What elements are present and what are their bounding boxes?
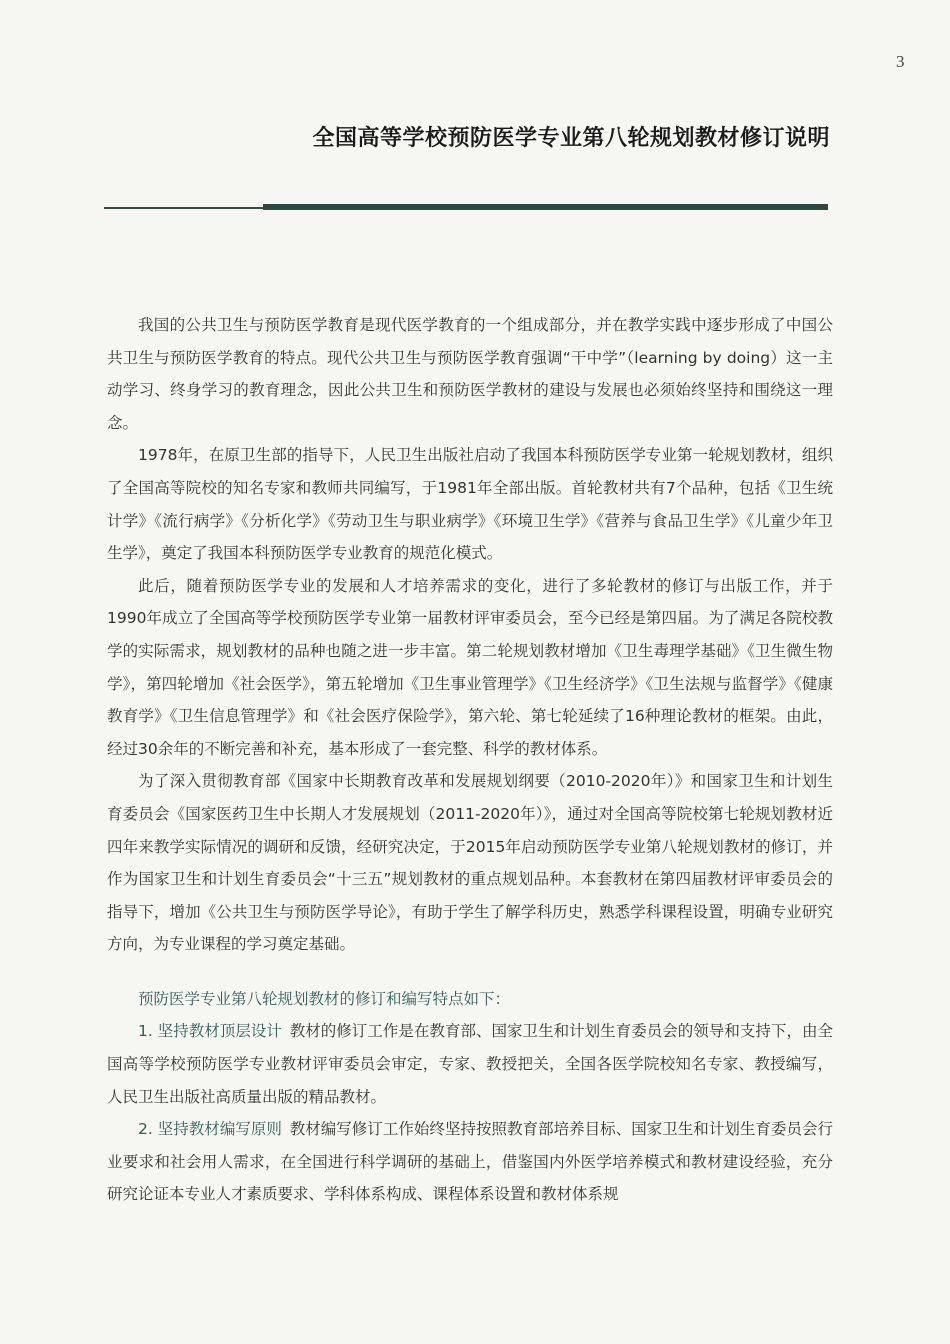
feature-heading: 1. 坚持教材顶层设计 bbox=[138, 1022, 282, 1041]
feature-text: 教材的修订工作是在教育部、国家卫生和计划生育委员会的领导和支持下，由全国高等学校预防医学专业教材评审委员会审定，专家、教授把关，全国各医学院校知名专家、教授编写，人民卫生出版社高质量出版的精品教材。 bbox=[107, 1022, 833, 1106]
title-rule-thick bbox=[263, 204, 828, 210]
feature-item-1 bbox=[107, 1015, 833, 1113]
paragraph-4: 为了深入贯彻教育部《国家中长期教育改革和发展规划纲要（2010-2020年）》和国家卫生和计划生育委员会《国家医药卫生中长期人才发展规划（2011-2020年）》，通过对全国高等院校第七轮规划教材近四年来教学实际情况的调研和反馈，经研究决定，于2015年启动预防医学专业第八轮规划教材的修订，并作为国家卫生和计划生育委员会“十三五”规划教材的重点规划品种。本套教材在第四届教材评审委员会的指导下，增加《公共卫生与预防医学导论》，有助于学生了解学科历史，熟悉学科课程设置，明确专业研究方向，为专业课程的学习奠定基础。 bbox=[107, 772, 833, 954]
paragraph-1: 我国的公共卫生与预防医学教育是现代医学教育的一个组成部分，并在教学实践中逐步形成了中国公共卫生与预防医学教育的特点。现代公共卫生与预防医学教育强调“干中学”（learning by doing）这一主动学习、终身学习的教育理念，因此公共卫生和预防医学教材的建设与发展也必须始终坚持和围绕这一理念。 bbox=[107, 316, 833, 432]
paragraph-2: 1978年，在原卫生部的指导下，人民卫生出版社启动了我国本科预防医学专业第一轮规划教材，组织了全国高等院校的知名专家和教师共同编写，于1981年全部出版。首轮教材共有7个品种，包括《卫生统计学》《流行病学》《分析化学》《劳动卫生与职业病学》《环境卫生学》《营养与食品卫生学》《儿童少年卫生学》，奠定了我国本科预防医学专业教育的规范化模式。 bbox=[107, 446, 833, 563]
page-number: 3 bbox=[896, 52, 905, 71]
feature-text: 教材编写修订工作始终坚持按照教育部培养目标、国家卫生和计划生育委员会行业要求和社会用人需求，在全国进行科学调研的基础上，借鉴国内外医学培养模式和教材建设经验，充分研究论证本专业人才素质要求、学科体系构成、课程体系设置和教材体系规 bbox=[107, 1120, 833, 1204]
page-title: 全国高等学校预防医学专业第八轮规划教材修订说明 bbox=[312, 126, 830, 151]
feature-heading: 2. 坚持教材编写原则 bbox=[138, 1120, 282, 1139]
body-text bbox=[107, 309, 833, 1211]
paragraph-3: 此后，随着预防医学专业的发展和人才培养需求的变化，进行了多轮教材的修订与出版工作，并于1990年成立了全国高等学校预防医学专业第一届教材评审委员会，至今已经是第四届。为了满足各院校教学的实际需求，规划教材的品种也随之进一步丰富。第二轮规划教材增加《卫生毒理学基础》《卫生微生物学》，第四轮增加《社会医学》，第五轮增加《卫生事业管理学》《卫生经济学》《卫生法规与监督学》《健康教育学》《卫生信息管理学》和《社会医疗保险学》，第六轮、第七轮延续了16种理论教材的框架。由此，经过30余年的不断完善和补充，基本形成了一套完整、科学的教材体系。 bbox=[107, 576, 833, 758]
title-rule-thin bbox=[104, 207, 264, 209]
features-lead: 预防医学专业第八轮规划教材的修订和编写特点如下： bbox=[138, 989, 511, 1008]
feature-item-2 bbox=[107, 1113, 833, 1211]
